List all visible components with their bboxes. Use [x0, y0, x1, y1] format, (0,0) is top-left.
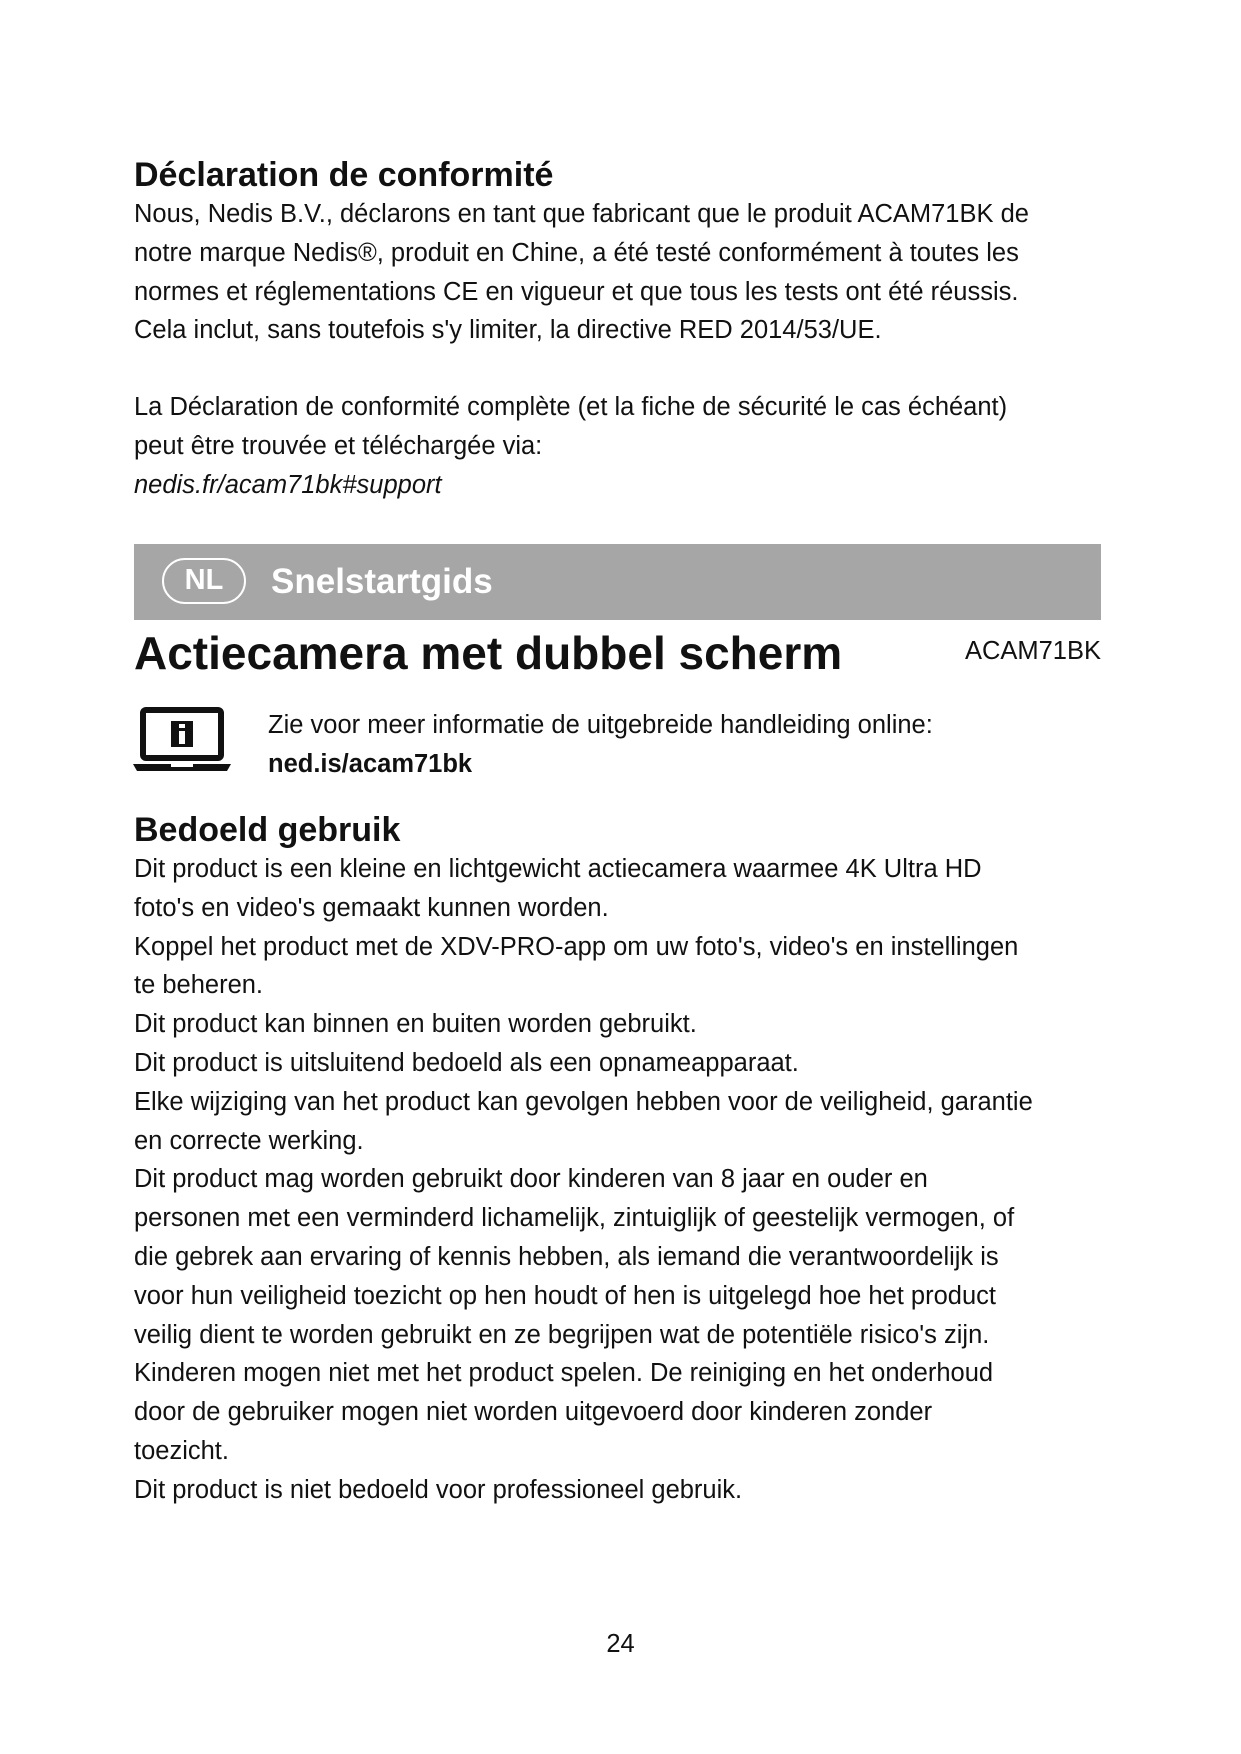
text-line: Dit product mag worden gebruikt door kinderen van 8 jaar en ouder en [134, 1165, 928, 1194]
intended-use-heading: Bedoeld gebruik [134, 811, 401, 849]
text-line: Dit product is uitsluitend bedoeld als een opnameapparaat. [134, 1048, 799, 1077]
support-link[interactable]: nedis.fr/acam71bk#support [134, 470, 442, 499]
product-title: Actiecamera met dubbel scherm [134, 627, 843, 679]
online-manual-note [268, 706, 933, 784]
text-line: La Déclaration de conformité complète (et la fiche de sécurité le cas échéant) [134, 393, 1008, 422]
text-line: Koppel het product met de XDV-PRO-app om uw foto's, video's en instellingen [134, 932, 1019, 961]
text-line: voor hun veiligheid toezicht op hen houdt of hen is uitgelegd hoe het product [134, 1281, 996, 1310]
laptop-info-icon [131, 707, 233, 773]
language-badge: NL [162, 558, 246, 604]
text-line: normes et réglementations CE en vigueur et que tous les tests ont été réussis. [134, 277, 1019, 306]
text-line: Dit product is niet bedoeld voor professioneel gebruik. [134, 1475, 743, 1504]
text-line: veilig dient te worden gebruikt en ze begrijpen wat de potentiële risico's zijn. [134, 1320, 990, 1349]
intended-use-body [134, 850, 1109, 1510]
text-line: te beheren. [134, 971, 264, 1000]
text-line: Dit product kan binnen en buiten worden gebruikt. [134, 1010, 697, 1039]
text-line: en correcte werking. [134, 1126, 364, 1155]
text-line: Elke wijziging van het product kan gevolgen hebben voor de veiligheid, garantie [134, 1087, 1033, 1116]
text-line: notre marque Nedis®, produit en Chine, a été testé conformément à toutes les [134, 238, 1019, 267]
quick-start-title: Snelstartgids [271, 562, 493, 601]
text-line: Dit product is een kleine en lichtgewicht actiecamera waarmee 4K Ultra HD [134, 855, 982, 883]
declaration-paragraph-1 [134, 195, 1109, 350]
text-line: personen met een verminderd lichamelijk, zintuiglijk of geestelijk vermogen, of [134, 1204, 1015, 1233]
text-line: die gebrek aan ervaring of kennis hebben, als iemand die verantwoordelijk is [134, 1242, 999, 1271]
model-code: ACAM71BK [964, 637, 1101, 665]
text-line: Kinderen mogen niet met het product spelen. De reiniging en het onderhoud [134, 1359, 994, 1388]
quick-start-band [134, 544, 1101, 620]
text-line: door de gebruiker mogen niet worden uitgevoerd door kinderen zonder [134, 1398, 933, 1427]
online-manual-text: Zie voor meer informatie de uitgebreide handleiding online: [268, 711, 933, 739]
text-line: foto's en video's gemaakt kunnen worden. [134, 893, 609, 922]
online-manual-link[interactable]: ned.is/acam71bk [268, 749, 473, 778]
text-line: Cela inclut, sans toutefois s'y limiter, la directive RED 2014/53/UE. [134, 316, 882, 345]
page-number: 24 [606, 1630, 635, 1658]
intended-use-section [134, 810, 1109, 1510]
declaration-section [134, 155, 1109, 505]
text-line: Nous, Nedis B.V., déclarons en tant que fabricant que le produit ACAM71BK de [134, 200, 1029, 228]
text-line: peut être trouvée et téléchargée via: [134, 431, 543, 460]
declaration-heading: Déclaration de conformité [134, 156, 554, 194]
text-line: toezicht. [134, 1436, 229, 1465]
declaration-paragraph-2 [134, 388, 1109, 504]
